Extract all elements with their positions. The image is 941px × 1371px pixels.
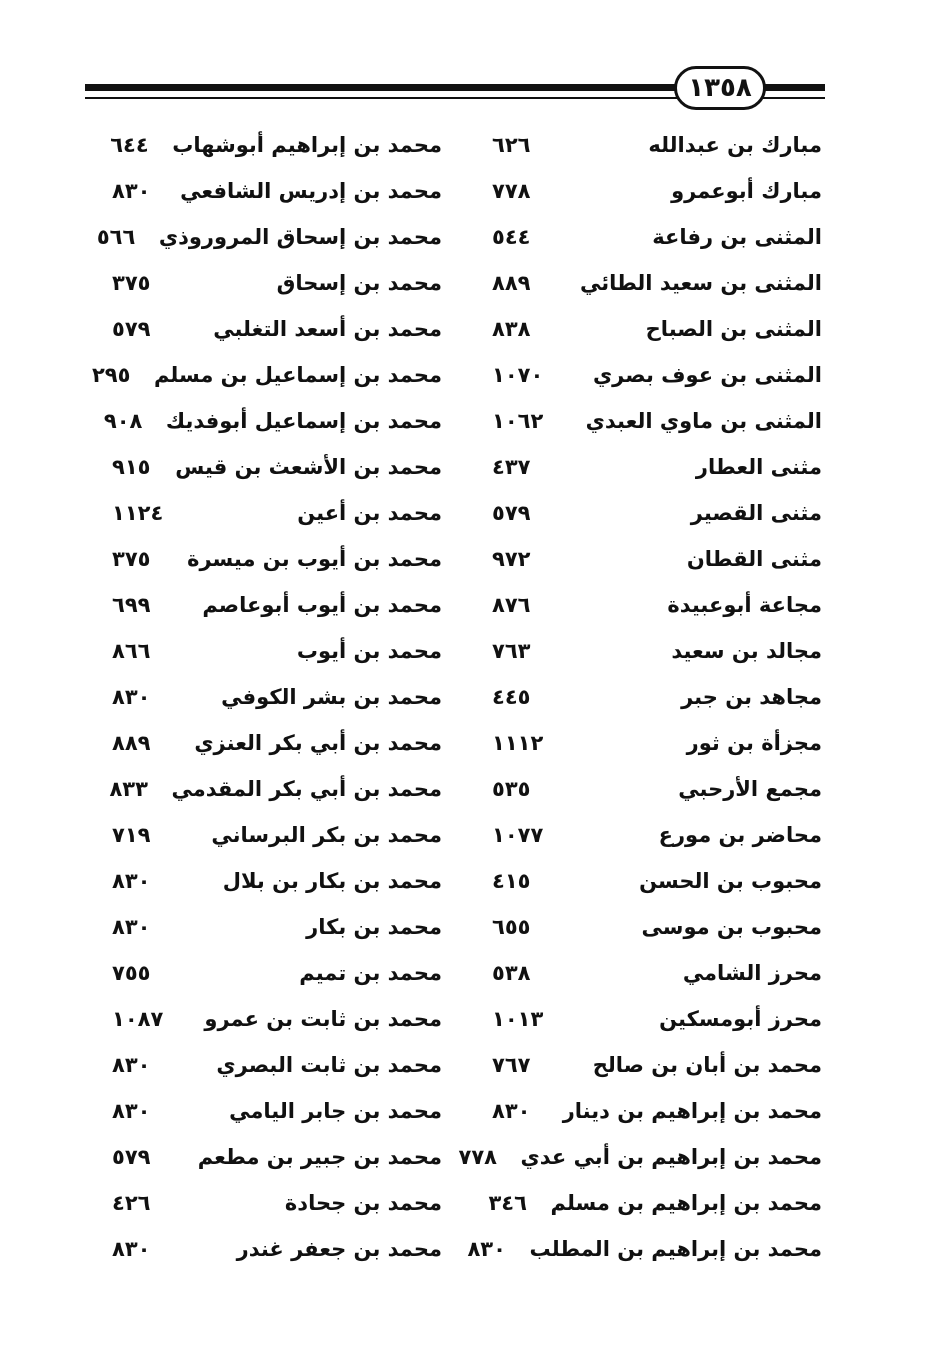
index-entry [112,1042,442,1088]
entry-page-number: ٥٣٨ [492,961,531,985]
index-entry [492,904,822,950]
index-entry [109,766,442,812]
index-entry [492,398,822,444]
entry-name: محمد بن جبير بن مطعم [197,1145,442,1169]
index-entry [112,306,442,352]
entry-page-number: ٨٣٠ [112,915,151,939]
index-entry [492,352,822,398]
entry-page-number: ٧٦٧ [492,1053,531,1077]
entry-page-number: ٨٦٦ [112,639,151,663]
entry-page-number: ٨٣٣ [109,777,148,801]
entry-page-number: ٧٦٣ [492,639,531,663]
index-entry [112,490,442,536]
index-entry [112,168,442,214]
entry-page-number: ٥٧٩ [112,1145,151,1169]
index-column-right [458,122,822,1272]
entry-name: محمد بن إبراهيم بن مسلم [550,1191,822,1215]
index-entry [103,398,442,444]
entry-name: محمد بن إسحاق [276,271,442,295]
entry-page-number: ٥٣٥ [492,777,531,801]
page-header [0,0,941,120]
index-entry [492,536,822,582]
entry-page-number: ٨٣٠ [112,179,151,203]
entry-page-number: ١٠٧٠ [492,363,544,387]
entry-name: محمد بن أبان بن صالح [592,1053,822,1077]
entry-page-number: ٧٧٨ [492,179,531,203]
entry-page-number: ١٠١٣ [492,1007,544,1031]
index-entry [112,1134,442,1180]
index-entry [112,122,442,168]
entry-page-number: ٨٣٠ [112,869,151,893]
entry-name: مجاهد بن جبر [681,685,822,709]
index-entry [112,1226,442,1272]
entry-name: مجالد بن سعيد [671,639,822,663]
entry-name: المثنى بن سعيد الطائي [579,271,822,295]
index-entry [91,352,442,398]
entry-name: محمد بن بشر الكوفي [221,685,442,709]
index-entry [492,950,822,996]
entry-page-number: ٨٣٨ [492,317,531,341]
entry-name: المثنى بن رفاعة [652,225,822,249]
index-entry [492,260,822,306]
entry-page-number: ٩٧٢ [492,547,531,571]
entry-name: محمد بن بكار [306,915,442,939]
index-entry [112,996,442,1042]
entry-name: محمد بن أعين [297,501,442,525]
entry-page-number: ٣٧٥ [112,547,151,571]
entry-name: مثنى العطار [695,455,822,479]
index-entry [492,582,822,628]
entry-name: مبارك أبوعمرو [671,179,822,203]
index-entry [112,628,442,674]
entry-page-number: ٥٧٩ [492,501,531,525]
entry-page-number: ٦٤٤ [110,133,149,157]
entry-page-number: ٨٣٠ [467,1237,506,1261]
entry-page-number: ٣٤٦ [488,1191,527,1215]
entry-page-number: ٨٣٠ [112,685,151,709]
entry-name: محمد بن أسعد التغلبي [213,317,442,341]
entry-name: محمد بن إدريس الشافعي [180,179,442,203]
index-entry [492,214,822,260]
entry-page-number: ٨٣٠ [112,1099,151,1123]
entry-page-number: ٨٣٠ [112,1053,151,1077]
index-entry [112,812,442,858]
entry-page-number: ١١١٢ [492,731,544,755]
entry-name: مجزأة بن ثور [686,731,822,755]
entry-name: محمد بن أيوب بن ميسرة [187,547,442,571]
index-entry [112,1180,442,1226]
entry-name: محبوب بن موسى [641,915,822,939]
entry-name: محمد بن جعفر غندر [236,1237,442,1261]
entry-page-number: ٥٧٩ [112,317,151,341]
index-entry [112,950,442,996]
index-entry [458,1134,822,1180]
entry-name: مجاعة أبوعبيدة [667,593,822,617]
entry-page-number: ٤٤٥ [492,685,531,709]
entry-name: محمد بن إبراهيم بن دينار [562,1099,822,1123]
entry-page-number: ٨٧٦ [492,593,531,617]
entry-page-number: ٩١٥ [112,455,151,479]
index-entry [492,812,822,858]
index-entry [492,490,822,536]
entry-name: محمد بن إبراهيم بن المطلب [529,1237,822,1261]
entry-name: محمد بن تميم [299,961,442,985]
entry-page-number: ١٠٨٧ [112,1007,164,1031]
entry-page-number: ٨٣٠ [492,1099,531,1123]
entry-name: محمد بن أبي بكر المقدمي [171,777,442,801]
index-entry [112,904,442,950]
index-entry [112,1088,442,1134]
index-entry [492,122,822,168]
index-entry [96,214,442,260]
index-entry [492,628,822,674]
entry-page-number: ٤٢٦ [112,1191,151,1215]
index-entry [492,858,822,904]
index-entry [492,444,822,490]
entry-name: المثنى بن الصباح [645,317,822,341]
entry-page-number: ٦٩٩ [112,593,151,617]
entry-page-number: ٥٦٦ [96,225,136,249]
entry-page-number: ٨٨٩ [492,271,531,295]
entry-page-number: ٤٣٧ [492,455,531,479]
entry-page-number: ١٠٧٧ [492,823,544,847]
entry-name: محمد بن بكر البرساني [211,823,442,847]
entry-name: محبوب بن الحسن [639,869,822,893]
entry-page-number: ٣٧٥ [112,271,151,295]
index-entry [492,766,822,812]
entry-name: مثنى القصير [690,501,822,525]
index-entry [488,1180,822,1226]
entry-page-number: ١٠٦٢ [492,409,544,433]
index-entry [492,168,822,214]
index-entry [112,582,442,628]
index-entry [112,720,442,766]
entry-name: محمد بن أيوب أبوعاصم [202,593,442,617]
entry-name: محاضر بن مورع [658,823,822,847]
entry-name: مجمع الأرحبي [678,777,822,801]
entry-name: محمد بن جابر اليامي [229,1099,442,1123]
entry-name: محمد بن بكار بن بلال [222,869,442,893]
entry-name: محرز الشامي [682,961,822,985]
entry-name: محمد بن إبراهيم أبوشهاب [172,133,442,157]
page-number: ١٣٥٨ [674,66,766,110]
entry-name: مبارك بن عبدالله [648,133,822,157]
index-column-left [91,122,442,1272]
index-entry [112,858,442,904]
index-entry [492,306,822,352]
index-entry [112,260,442,306]
index-entry [492,1042,822,1088]
index-entry [492,996,822,1042]
index-entry [112,444,442,490]
index-entry [467,1226,822,1272]
entry-page-number: ٨٣٠ [112,1237,151,1261]
entry-name: محمد بن جحادة [284,1191,442,1215]
entry-page-number: ٨٨٩ [112,731,151,755]
entry-page-number: ٤١٥ [492,869,531,893]
entry-name: محمد بن ثابت البصري [216,1053,442,1077]
index-entry [112,536,442,582]
entry-page-number: ٦٥٥ [492,915,531,939]
entry-name: محرز أبومسكين [659,1007,822,1031]
index-entry [112,674,442,720]
entry-name: محمد بن إسماعيل بن مسلم [153,363,442,387]
entry-name: محمد بن إبراهيم بن أبي عدي [520,1145,822,1169]
entry-name: محمد بن إسحاق المروروذي [158,225,442,249]
entry-name: مثنى القطان [686,547,822,571]
entry-page-number: ١١٢٤ [112,501,164,525]
entry-page-number: ٧١٩ [112,823,151,847]
entry-page-number: ٦٢٦ [492,133,531,157]
index-entry [492,1088,822,1134]
entry-name: المثنى بن ماوي العبدي [585,409,822,433]
index-entry [492,674,822,720]
entry-page-number: ٥٤٤ [492,225,531,249]
entry-name: محمد بن أبي بكر العنزي [194,731,442,755]
entry-name: محمد بن الأشعث بن قيس [175,455,442,479]
index-entry [492,720,822,766]
entry-page-number: ٧٥٥ [112,961,151,985]
entry-name: المثنى بن عوف بصري [592,363,822,387]
entry-page-number: ٢٩٥ [91,363,131,387]
entry-name: محمد بن إسماعيل أبوفديك [165,409,442,433]
entry-page-number: ٧٧٨ [458,1145,497,1169]
entry-name: محمد بن أيوب [296,639,442,663]
entry-page-number: ٩٠٨ [103,409,143,433]
entry-name: محمد بن ثابت بن عمرو [204,1007,442,1031]
